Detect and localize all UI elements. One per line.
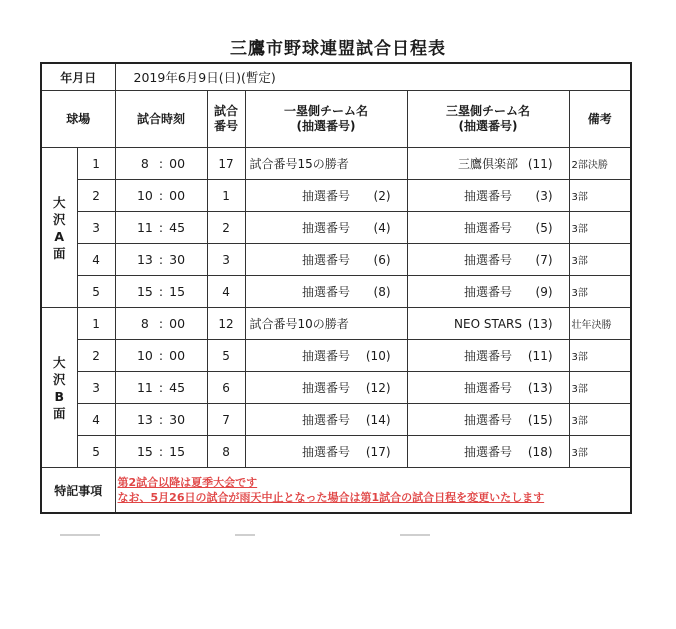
- match-number: 4: [207, 276, 245, 308]
- note: 2部決勝: [569, 148, 631, 180]
- first-base-team-name: 抽選番号: [302, 381, 351, 395]
- date-row: [41, 63, 631, 91]
- time-separator: :: [158, 380, 164, 395]
- header-note: 備考: [569, 91, 631, 148]
- game-order: 2: [77, 340, 115, 372]
- time-minute: 15: [169, 284, 186, 299]
- remark-line-1: 第2試合以降は夏季大会です: [117, 476, 258, 489]
- game-order: 5: [77, 276, 115, 308]
- time-minute: 15: [169, 444, 186, 459]
- time-separator: :: [158, 220, 164, 235]
- first-base-team: [245, 436, 407, 468]
- venue-name: [41, 308, 77, 468]
- header-match-no: [207, 91, 245, 148]
- first-base-draw-number: (17): [365, 444, 391, 459]
- match-time: [115, 404, 207, 436]
- first-base-draw-number: (2): [373, 188, 391, 203]
- game-order: 1: [77, 148, 115, 180]
- header-third-base-line1: 三塁側チーム名: [446, 104, 531, 118]
- time-separator: :: [158, 412, 164, 427]
- note: 3部: [569, 244, 631, 276]
- third-base-draw-number: (7): [535, 252, 553, 267]
- time-separator: :: [158, 252, 164, 267]
- third-base-draw-number: (15): [527, 412, 553, 427]
- header-first-base-line1: 一塁側チーム名: [284, 104, 369, 118]
- note: 壮年決勝: [569, 308, 631, 340]
- note: 3部: [569, 276, 631, 308]
- third-base-team: [407, 276, 569, 308]
- game-order: 1: [77, 308, 115, 340]
- schedule-table: [40, 62, 632, 514]
- time-separator: :: [158, 444, 164, 459]
- date-label: 年月日: [41, 63, 115, 91]
- third-base-team-name: 抽選番号: [464, 381, 513, 395]
- time-separator: :: [158, 156, 164, 171]
- match-number: 7: [207, 404, 245, 436]
- page-title: 三鷹市野球連盟試合日程表: [230, 39, 446, 59]
- note: 3部: [569, 372, 631, 404]
- third-base-team-name: 抽選番号: [464, 221, 513, 235]
- first-base-draw-number: (12): [365, 380, 391, 395]
- third-base-team-name: 抽選番号: [464, 445, 513, 459]
- match-number: 5: [207, 340, 245, 372]
- match-time: [115, 212, 207, 244]
- venue-name-char: 沢: [52, 211, 66, 227]
- first-base-team-name: 抽選番号: [302, 445, 351, 459]
- third-base-team-name: 抽選番号: [464, 413, 513, 427]
- first-base-team-name: 試合番号15の勝者: [249, 157, 349, 171]
- match-time: [115, 148, 207, 180]
- match-number: 3: [207, 244, 245, 276]
- table-row: [41, 212, 631, 244]
- match-number: 12: [207, 308, 245, 340]
- third-base-team: [407, 180, 569, 212]
- remarks-row: [41, 468, 631, 514]
- first-base-team-name: 抽選番号: [302, 285, 351, 299]
- match-number: 8: [207, 436, 245, 468]
- third-base-team: [407, 436, 569, 468]
- scan-smudge: [235, 534, 255, 536]
- header-first-base-line2: (抽選番号): [296, 119, 356, 133]
- third-base-draw-number: (11): [527, 348, 553, 363]
- time-hour: 8: [140, 316, 149, 331]
- third-base-team: [407, 372, 569, 404]
- time-minute: 00: [169, 188, 186, 203]
- time-hour: 11: [136, 220, 153, 235]
- header-third-base: [407, 91, 569, 148]
- header-match-no-line2: 番号: [214, 119, 239, 133]
- table-row: [41, 436, 631, 468]
- time-minute: 00: [169, 348, 186, 363]
- first-base-team-name: 抽選番号: [302, 413, 351, 427]
- game-order: 4: [77, 404, 115, 436]
- header-time: 試合時刻: [115, 91, 207, 148]
- first-base-team: [245, 276, 407, 308]
- time-hour: 15: [136, 444, 153, 459]
- first-base-team: [245, 404, 407, 436]
- third-base-team: [407, 340, 569, 372]
- header-row: [41, 91, 631, 148]
- first-base-team: [245, 372, 407, 404]
- third-base-team-name: 抽選番号: [464, 349, 513, 363]
- third-base-draw-number: (5): [535, 220, 553, 235]
- time-minute: 45: [169, 380, 186, 395]
- table-row: [41, 276, 631, 308]
- third-base-draw-number: (9): [535, 284, 553, 299]
- match-time: [115, 340, 207, 372]
- note: 3部: [569, 212, 631, 244]
- header-match-no-line1: 試合: [214, 104, 239, 118]
- header-venue: 球場: [41, 91, 115, 148]
- match-number: 17: [207, 148, 245, 180]
- note: 3部: [569, 404, 631, 436]
- time-hour: 10: [136, 188, 153, 203]
- match-time: [115, 308, 207, 340]
- venue-name-char: 面: [52, 245, 66, 261]
- first-base-draw-number: (4): [373, 220, 391, 235]
- first-base-draw-number: (8): [373, 284, 391, 299]
- note: 3部: [569, 180, 631, 212]
- third-base-draw-number: (13): [527, 380, 553, 395]
- third-base-team: [407, 404, 569, 436]
- time-separator: :: [158, 348, 164, 363]
- table-row: [41, 340, 631, 372]
- venue-name-char: 面: [52, 405, 66, 421]
- table-row: [41, 308, 631, 340]
- match-number: 1: [207, 180, 245, 212]
- third-base-draw-number: (11): [527, 156, 553, 171]
- third-base-team-name: 三鷹倶楽部: [458, 157, 519, 171]
- venue-name-char: 大: [52, 194, 66, 210]
- venue-name-char: B: [54, 388, 65, 404]
- time-minute: 00: [169, 156, 186, 171]
- match-time: [115, 436, 207, 468]
- game-order: 5: [77, 436, 115, 468]
- note: 3部: [569, 436, 631, 468]
- third-base-team-name: 抽選番号: [464, 253, 513, 267]
- match-time: [115, 180, 207, 212]
- date-value: 2019年6月9日(日)(暫定): [115, 63, 631, 91]
- table-row: [41, 404, 631, 436]
- match-time: [115, 372, 207, 404]
- first-base-team-name: 抽選番号: [302, 189, 351, 203]
- third-base-team-name: NEO STARS: [454, 316, 523, 331]
- first-base-team-name: 試合番号10の勝者: [249, 317, 349, 331]
- first-base-draw-number: (14): [365, 412, 391, 427]
- time-separator: :: [158, 316, 164, 331]
- game-order: 3: [77, 212, 115, 244]
- third-base-draw-number: (13): [527, 316, 553, 331]
- match-time: [115, 276, 207, 308]
- time-minute: 45: [169, 220, 186, 235]
- venue-name: [41, 148, 77, 308]
- third-base-team-name: 抽選番号: [464, 189, 513, 203]
- first-base-team-name: 抽選番号: [302, 253, 351, 267]
- time-hour: 11: [136, 380, 153, 395]
- first-base-team-name: 抽選番号: [302, 221, 351, 235]
- scan-smudge: [60, 534, 100, 536]
- time-minute: 30: [169, 252, 186, 267]
- table-row: [41, 372, 631, 404]
- venue-name-char: A: [54, 228, 65, 244]
- table-row: [41, 244, 631, 276]
- time-hour: 10: [136, 348, 153, 363]
- header-first-base: [245, 91, 407, 148]
- first-base-draw-number: (6): [373, 252, 391, 267]
- first-base-team: [245, 148, 407, 180]
- remarks-text: [115, 468, 631, 514]
- game-order: 2: [77, 180, 115, 212]
- note: 3部: [569, 340, 631, 372]
- third-base-team: [407, 308, 569, 340]
- time-hour: 15: [136, 284, 153, 299]
- match-time: [115, 244, 207, 276]
- third-base-team-name: 抽選番号: [464, 285, 513, 299]
- venue-name-char: 沢: [52, 371, 66, 387]
- match-number: 2: [207, 212, 245, 244]
- first-base-team: [245, 340, 407, 372]
- third-base-draw-number: (3): [535, 188, 553, 203]
- game-order: 4: [77, 244, 115, 276]
- third-base-team: [407, 244, 569, 276]
- time-hour: 8: [140, 156, 149, 171]
- venue-name-char: 大: [52, 354, 66, 370]
- scan-smudge: [400, 534, 430, 536]
- first-base-draw-number: (10): [365, 348, 391, 363]
- time-hour: 13: [136, 252, 153, 267]
- time-separator: :: [158, 284, 164, 299]
- first-base-team-name: 抽選番号: [302, 349, 351, 363]
- time-separator: :: [158, 188, 164, 203]
- third-base-draw-number: (18): [527, 444, 553, 459]
- time-minute: 30: [169, 412, 186, 427]
- match-number: 6: [207, 372, 245, 404]
- third-base-team: [407, 148, 569, 180]
- third-base-team: [407, 212, 569, 244]
- table-row: [41, 148, 631, 180]
- first-base-team: [245, 244, 407, 276]
- first-base-team: [245, 308, 407, 340]
- first-base-team: [245, 212, 407, 244]
- table-row: [41, 180, 631, 212]
- time-minute: 00: [169, 316, 186, 331]
- remark-line-2: なお、5月26日の試合が雨天中止となった場合は第1試合の試合日程を変更いたします: [117, 491, 545, 504]
- time-hour: 13: [136, 412, 153, 427]
- header-third-base-line2: (抽選番号): [458, 119, 518, 133]
- remarks-label: 特記事項: [41, 468, 115, 514]
- game-order: 3: [77, 372, 115, 404]
- first-base-team: [245, 180, 407, 212]
